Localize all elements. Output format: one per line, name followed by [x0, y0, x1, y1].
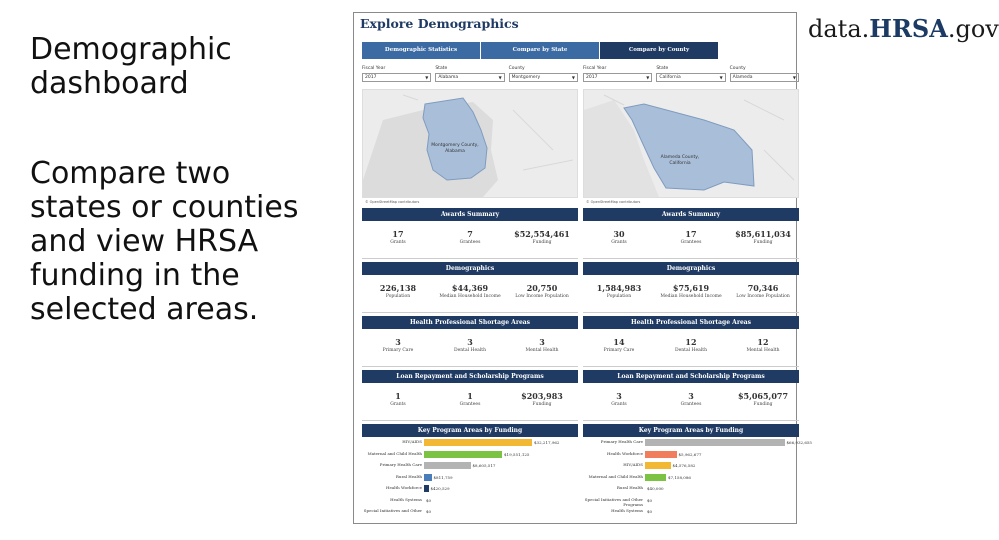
left-filters: [362, 65, 578, 85]
loan-section: [362, 370, 578, 421]
kpa-bar[interactable]: [424, 462, 471, 469]
kpa-value: $40,000: [647, 486, 664, 491]
kpa-label: Health Workforce: [607, 450, 643, 456]
kpa-bar[interactable]: [424, 439, 532, 446]
awards-stats: [362, 221, 578, 259]
hpsa-section: [583, 316, 799, 367]
logo-suffix: .gov: [947, 15, 999, 43]
map-label-line1: Alameda County,: [660, 155, 700, 160]
kpa-row: [583, 449, 799, 461]
select-value: 2017: [365, 75, 377, 80]
kpa-row: [583, 460, 799, 472]
section-header: Loan Repayment and Scholarship Programs: [362, 370, 578, 383]
logo-brand: HRSA: [869, 14, 948, 43]
demographics-section: [583, 262, 799, 313]
awards-summary: [362, 208, 578, 259]
stat-label: Grantees: [680, 240, 702, 245]
chevron-down-icon: ▼: [719, 75, 723, 80]
select-value: 2017: [586, 75, 598, 80]
stat-dental-health: [434, 329, 506, 366]
kpa-value: $5,962,677: [678, 451, 702, 457]
stat-value: $5,065,077: [737, 391, 789, 401]
right-county-map[interactable]: [583, 89, 799, 204]
stat-label: Low Income Population: [515, 294, 569, 299]
select-value: Montgomery: [511, 75, 541, 80]
kpa-value: $811,759: [433, 474, 453, 480]
demographics-stats: [362, 275, 578, 313]
stat-median-income: [434, 275, 506, 312]
kpa-row: [362, 449, 578, 461]
map-credit: © OpenStreetMap contributors: [586, 200, 641, 204]
tab-compare-by-state[interactable]: Compare by State: [481, 42, 599, 59]
stat-funding: [506, 383, 578, 420]
kpa-label: Primary Health Care: [600, 439, 643, 444]
kpa-label: Health Systems: [611, 508, 643, 513]
stat-primary-care: [362, 329, 434, 366]
map-label-line1: Montgomery County,: [431, 143, 479, 148]
stat-value: 17: [685, 229, 697, 239]
right-fiscal-year-select[interactable]: [583, 73, 652, 82]
kpa-row: [362, 472, 578, 484]
stat-value: 12: [757, 337, 769, 347]
awards-stats: [583, 221, 799, 259]
kpa-label: Special Initiatives and Other Programs: [584, 496, 643, 507]
hrsa-logo: [808, 14, 999, 43]
stat-label: Mental Health: [746, 348, 780, 353]
stat-label: Population: [385, 294, 411, 299]
stat-primary-care: [583, 329, 655, 366]
section-header: Health Professional Shortage Areas: [362, 316, 578, 329]
stat-label: Funding: [753, 402, 773, 407]
kpa-row: [362, 495, 578, 507]
kpa-row: [583, 437, 812, 449]
stat-label: Median Household Income: [439, 294, 501, 299]
kpa-list: [583, 437, 812, 518]
chevron-down-icon: ▼: [498, 75, 502, 80]
stat-value: 20,750: [526, 283, 558, 293]
stat-label: Grants: [611, 402, 627, 407]
stat-grantees: [434, 383, 506, 420]
map-credit: © OpenStreetMap contributors: [365, 200, 420, 204]
loan-section: [583, 370, 799, 421]
logo-prefix: data.: [808, 15, 870, 43]
stat-label: Funding: [532, 402, 552, 407]
kpa-label: Rural Health: [616, 485, 643, 490]
kpa-value: $8,605,517: [472, 463, 496, 468]
filter-label: State: [656, 66, 669, 71]
kpa-value: $0: [426, 509, 432, 514]
kpa-row: [362, 460, 578, 472]
stat-label: Grantees: [680, 402, 702, 407]
stat-funding: [727, 221, 799, 258]
kpa-row: [362, 506, 578, 518]
stat-dental-health: [655, 329, 727, 366]
kpa-bar[interactable]: [424, 474, 432, 481]
tab-demographic-statistics[interactable]: Demographic Statistics: [362, 42, 480, 59]
kpa-value: $0: [647, 497, 653, 503]
section-header: Awards Summary: [362, 208, 578, 221]
left-state-select[interactable]: [435, 73, 504, 82]
stat-grants: [583, 221, 655, 258]
kpa-value: $19,551,125: [504, 451, 530, 457]
right-filters: [583, 65, 799, 85]
key-program-areas: [362, 424, 578, 518]
stat-value: 30: [613, 229, 625, 239]
stat-value: $203,983: [521, 391, 563, 401]
stat-value: 1: [395, 391, 401, 401]
kpa-label: HIV/AIDS: [623, 462, 643, 467]
stat-value: $44,369: [451, 283, 489, 293]
stat-funding: [727, 383, 799, 420]
kpa-label: Health Systems: [390, 496, 422, 502]
left-county-select[interactable]: [509, 73, 578, 82]
kpa-row: [362, 483, 578, 495]
stat-label: Low Income Population: [736, 294, 790, 299]
right-county-select[interactable]: [730, 73, 799, 82]
right-state-select[interactable]: [656, 73, 725, 82]
stat-value: 7: [467, 229, 473, 239]
dashboard-screenshot: [353, 12, 812, 524]
stat-value: 1: [467, 391, 473, 401]
right-fiscal-year-filter[interactable]: [583, 65, 652, 85]
map-label-line2: Alabama: [445, 149, 465, 154]
left-fiscal-year-select[interactable]: [362, 73, 431, 82]
hpsa-stats: [362, 329, 578, 367]
kpa-label: HIV/AIDS: [402, 439, 422, 444]
stat-median-income: [655, 275, 727, 312]
stat-value: 3: [539, 337, 545, 347]
stat-value: 3: [395, 337, 401, 347]
stat-label: Dental Health: [675, 348, 707, 353]
kpa-bar[interactable]: [645, 439, 785, 446]
kpa-bar[interactable]: [645, 462, 671, 469]
chevron-down-icon: ▼: [571, 75, 575, 80]
right-state-filter[interactable]: [656, 65, 725, 85]
stat-grants: [362, 221, 434, 258]
select-value: Alabama: [438, 75, 459, 80]
section-header: Loan Repayment and Scholarship Programs: [583, 370, 799, 383]
left-county-filter[interactable]: [509, 65, 578, 85]
filter-label: Fiscal Year: [362, 66, 386, 71]
kpa-value: $7,158,086: [668, 474, 691, 480]
stat-label: Population: [606, 294, 632, 299]
select-value: Alameda: [732, 75, 753, 80]
kpa-label: Special Initiatives and Other: [363, 508, 422, 513]
kpa-value: $4,576,582: [672, 463, 696, 468]
kpa-row: [362, 437, 578, 449]
awards-summary: [583, 208, 799, 259]
stat-label: Funding: [532, 240, 552, 245]
filter-label: Fiscal Year: [583, 66, 607, 71]
tab-compare-by-county[interactable]: Compare by County: [600, 42, 718, 59]
dashboard-tabs: [362, 42, 719, 59]
stat-value: 17: [392, 229, 404, 239]
dashboard-title: Explore Demographics: [360, 16, 519, 31]
stat-label: Funding: [753, 240, 773, 245]
slide-body: Compare two states or counties and view HRSA funding in the selected areas.: [30, 156, 299, 327]
kpa-value: $420,529: [430, 486, 450, 491]
stat-grantees: [655, 221, 727, 258]
chevron-down-icon: ▼: [646, 75, 650, 80]
kpa-value: $66,932,655: [786, 440, 812, 445]
kpa-list: [362, 437, 578, 518]
stat-value: $52,554,461: [514, 229, 570, 239]
chevron-down-icon: ▼: [792, 75, 796, 80]
stat-label: Primary Care: [603, 348, 635, 353]
stat-mental-health: [506, 329, 578, 366]
kpa-bar[interactable]: [424, 485, 429, 492]
stat-value: 3: [616, 391, 622, 401]
kpa-value: $32,217,962: [534, 440, 560, 445]
stat-value: 226,138: [379, 283, 417, 293]
stat-label: Dental Health: [454, 348, 486, 353]
filter-label: State: [435, 66, 448, 71]
stat-grantees: [655, 383, 727, 420]
kpa-row: [583, 506, 799, 518]
stat-low-income: [727, 275, 799, 312]
stat-label: Grants: [390, 240, 406, 245]
left-county-map[interactable]: [362, 89, 578, 204]
stat-population: [583, 275, 655, 312]
demographics-section: [362, 262, 578, 313]
demographics-stats: [583, 275, 799, 313]
section-header: Demographics: [362, 262, 578, 275]
left-fiscal-year-filter[interactable]: [362, 65, 431, 85]
section-header: Demographics: [583, 262, 799, 275]
kpa-label: Primary Health Care: [379, 462, 422, 467]
stat-grants: [583, 383, 655, 420]
stat-value: 70,346: [747, 283, 779, 293]
stat-value: 12: [685, 337, 697, 347]
stat-population: [362, 275, 434, 312]
section-header: Awards Summary: [583, 208, 799, 221]
stat-label: Grantees: [459, 402, 481, 407]
kpa-label: Maternal and Child Health: [588, 473, 643, 479]
kpa-value: $0: [647, 509, 653, 514]
stat-label: Grantees: [459, 240, 481, 245]
stat-value: 1,584,983: [596, 283, 642, 293]
kpa-label: Rural Health: [395, 473, 422, 479]
stat-label: Primary Care: [382, 348, 414, 353]
kpa-bar[interactable]: [645, 451, 677, 458]
loan-stats: [583, 383, 799, 421]
section-header: Key Program Areas by Funding: [362, 424, 578, 437]
stat-low-income: [506, 275, 578, 312]
right-county-pane: [583, 65, 812, 518]
kpa-bar[interactable]: [645, 474, 666, 481]
select-value: California: [659, 75, 681, 80]
kpa-label: Health Workforce: [386, 485, 422, 490]
loan-stats: [362, 383, 578, 421]
kpa-row: [583, 495, 799, 507]
key-program-areas: [583, 424, 812, 518]
chevron-down-icon: ▼: [425, 75, 429, 80]
right-county-filter[interactable]: [730, 65, 799, 85]
stat-label: Grants: [611, 240, 627, 245]
stat-value: $75,619: [672, 283, 710, 293]
stat-value: 14: [613, 337, 625, 347]
kpa-bar[interactable]: [424, 451, 502, 458]
kpa-value: $0: [426, 497, 432, 503]
filter-label: County: [729, 66, 746, 71]
kpa-row: [583, 472, 799, 484]
section-header: Health Professional Shortage Areas: [583, 316, 799, 329]
slide-title: Demographic dashboard: [30, 32, 232, 101]
stat-value: $85,611,034: [735, 229, 791, 239]
kpa-row: [583, 483, 799, 495]
kpa-label: Maternal and Child Health: [367, 450, 422, 456]
stat-value: 3: [467, 337, 473, 347]
stat-label: Median Household Income: [660, 294, 722, 299]
stat-mental-health: [727, 329, 799, 366]
hpsa-section: [362, 316, 578, 367]
stat-grants: [362, 383, 434, 420]
stat-value: 3: [688, 391, 694, 401]
stat-funding: [506, 221, 578, 258]
section-header: Key Program Areas by Funding: [583, 424, 799, 437]
left-county-pane: [362, 65, 578, 518]
filter-label: County: [508, 66, 525, 71]
stat-label: Mental Health: [525, 348, 559, 353]
stat-grantees: [434, 221, 506, 258]
hpsa-stats: [583, 329, 799, 367]
map-label-line2: California: [669, 161, 691, 166]
county-shape: [584, 90, 798, 197]
county-shape: [363, 90, 577, 197]
left-state-filter[interactable]: [435, 65, 504, 85]
stat-label: Grants: [390, 402, 406, 407]
